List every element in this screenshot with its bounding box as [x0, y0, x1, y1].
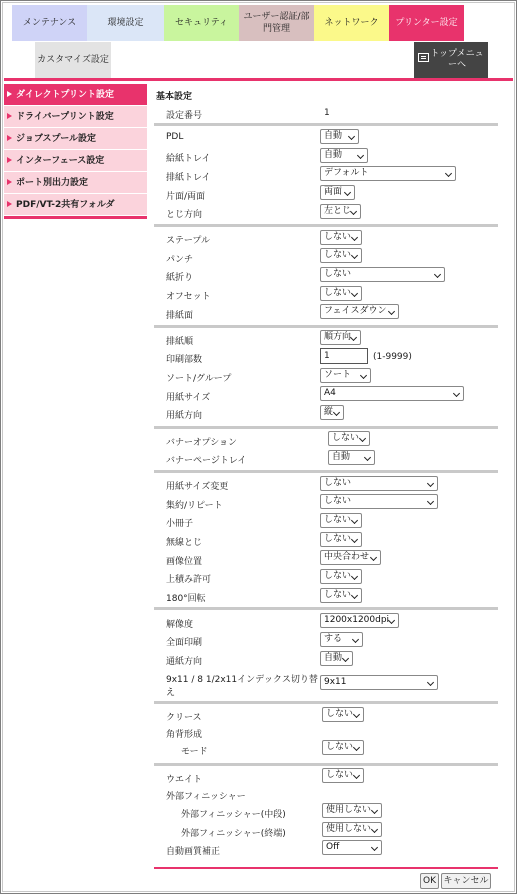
tab-customize[interactable]: カスタマイズ設定: [35, 42, 111, 78]
stack-label: 上積み許可: [166, 575, 212, 585]
menu-list-icon: [418, 53, 429, 62]
saddle-select[interactable]: しない: [320, 532, 362, 547]
resolution-select[interactable]: 1200x1200dpi: [320, 613, 399, 628]
sidebar-item-direct-print[interactable]: ダイレクトプリント設定: [4, 84, 147, 106]
output-tray-select[interactable]: デフォルト: [320, 166, 456, 181]
combine-label: 集約/リピート: [166, 501, 223, 511]
resolution-label: 解像度: [166, 620, 194, 630]
staple-label: ステープル: [166, 236, 211, 246]
ext-mid-label: 外部フィニッシャー(中段): [181, 810, 286, 820]
rotate-select[interactable]: しない: [320, 588, 362, 603]
sort-label: ソート/グループ: [166, 374, 232, 384]
cancel-button[interactable]: キャンセル: [441, 873, 491, 889]
output-order-label: 排紙順: [166, 337, 194, 347]
edge-print-select[interactable]: する: [320, 632, 363, 647]
page-title: 基本設定: [156, 92, 193, 102]
auto-quality-select[interactable]: Off: [322, 840, 382, 855]
paper-tray-select[interactable]: 自動: [320, 148, 368, 163]
sidebar-item-interface[interactable]: インターフェース設定: [4, 150, 147, 172]
tab-printer-settings[interactable]: プリンター設定: [389, 5, 464, 41]
banner-label: バナーオプション: [166, 438, 238, 448]
footer-divider: [154, 867, 498, 869]
paper-tray-label: 給紙トレイ: [166, 154, 211, 164]
index-switch-select[interactable]: 9x11: [320, 675, 438, 690]
crease-select[interactable]: しない: [322, 707, 364, 722]
section-divider: [154, 426, 498, 429]
section-divider: [154, 763, 498, 766]
setting-no-label: 設定番号: [166, 111, 203, 121]
booklet-label: 小冊子: [166, 519, 194, 529]
saddle-label: 無線とじ: [166, 538, 203, 548]
tab-user-auth[interactable]: ユーザー認証/部門管理: [239, 5, 314, 41]
section-divider: [154, 224, 498, 227]
sidebar-item-pdfvt-shared-folder[interactable]: PDF/VT-2共有フォルダ: [4, 194, 147, 216]
paper-size-select[interactable]: A4: [320, 386, 464, 401]
tab-maintenance[interactable]: メンテナンス: [12, 5, 87, 41]
size-change-label: 用紙サイズ変更: [166, 482, 229, 492]
ext-end-select[interactable]: 使用しない: [322, 822, 382, 837]
corner-mode-label: モード: [181, 747, 208, 757]
tab-environment[interactable]: 環境設定: [87, 5, 164, 41]
header-divider: [4, 78, 513, 81]
binding-select[interactable]: 左とじ: [320, 204, 361, 219]
crease-label: クリース: [166, 713, 202, 723]
edge-print-label: 全面印刷: [166, 638, 203, 648]
sidebar-item-driver-print[interactable]: ドライバープリント設定: [4, 106, 147, 128]
feed-dir-label: 通紙方向: [166, 657, 203, 667]
index-switch-label-wrap: え: [166, 688, 176, 698]
orientation-select[interactable]: 縦: [320, 405, 344, 420]
sidebar: [4, 84, 147, 219]
booklet-select[interactable]: しない: [320, 513, 362, 528]
section-divider: [154, 123, 498, 126]
ext-finisher-label: 外部フィニッシャー: [166, 792, 246, 802]
auto-quality-label: 自動画質補正: [166, 847, 221, 857]
output-face-select[interactable]: フェイスダウン: [320, 304, 399, 319]
section-divider: [154, 607, 498, 610]
fold-select[interactable]: しない: [320, 267, 445, 282]
output-tray-label: 排紙トレイ: [166, 173, 211, 183]
punch-select[interactable]: しない: [320, 248, 362, 263]
weight-label: ウエイト: [166, 775, 203, 785]
banner-tray-label: バナーページトレイ: [166, 456, 247, 466]
pdl-label: PDL: [166, 132, 184, 142]
section-divider: [154, 701, 498, 704]
feed-dir-select[interactable]: 自動: [320, 651, 353, 666]
weight-select[interactable]: しない: [322, 768, 364, 783]
combine-select[interactable]: しない: [320, 494, 438, 509]
tab-security[interactable]: セキュリティ: [164, 5, 239, 41]
offset-select[interactable]: しない: [320, 286, 362, 301]
copies-input[interactable]: 1: [320, 348, 368, 364]
ok-button[interactable]: OK: [420, 873, 439, 889]
sidebar-item-port-output[interactable]: ポート別出力設定: [4, 172, 147, 194]
ext-mid-select[interactable]: 使用しない: [322, 803, 382, 818]
orientation-label: 用紙方向: [166, 411, 203, 421]
ext-end-label: 外部フィニッシャー(終端): [181, 829, 286, 839]
section-divider: [154, 470, 498, 473]
setting-no-value: 1: [324, 108, 330, 118]
image-pos-label: 画像位置: [166, 557, 203, 567]
sidebar-item-job-spool[interactable]: ジョブスプール設定: [4, 128, 147, 150]
stack-select[interactable]: しない: [320, 569, 362, 584]
pdl-select[interactable]: 自動: [320, 129, 359, 144]
paper-size-label: 用紙サイズ: [166, 393, 211, 403]
corner-label: 角背形成: [166, 730, 203, 740]
sidebar-divider: [4, 216, 147, 219]
banner-select[interactable]: しない: [328, 431, 370, 446]
offset-label: オフセット: [166, 292, 211, 302]
corner-mode-select[interactable]: しない: [322, 740, 364, 755]
image-pos-select[interactable]: 中央合わせ: [320, 550, 381, 565]
top-menu-label: トップメニューへ: [430, 49, 484, 70]
punch-label: パンチ: [166, 255, 194, 265]
sort-select[interactable]: ソート: [320, 368, 371, 383]
top-menu-button[interactable]: [414, 42, 488, 78]
section-divider: [154, 325, 498, 328]
rotate-label: 180°回転: [166, 594, 206, 604]
copies-range: (1-9999): [373, 352, 412, 362]
banner-tray-select[interactable]: 自動: [328, 450, 375, 465]
staple-select[interactable]: しない: [320, 230, 362, 245]
output-order-select[interactable]: 順方向: [320, 330, 361, 345]
tab-network[interactable]: ネットワーク: [314, 5, 389, 41]
binding-label: とじ方向: [166, 210, 203, 220]
index-switch-label: 9x11 / 8 1/2x11インデックス切り替: [166, 675, 318, 685]
duplex-select[interactable]: 両面: [320, 185, 355, 200]
fold-label: 紙折り: [166, 273, 194, 283]
copies-label: 印刷部数: [166, 355, 203, 365]
duplex-label: 片面/両面: [166, 192, 206, 202]
size-change-select[interactable]: しない: [320, 476, 438, 491]
output-face-label: 排紙面: [166, 311, 194, 321]
